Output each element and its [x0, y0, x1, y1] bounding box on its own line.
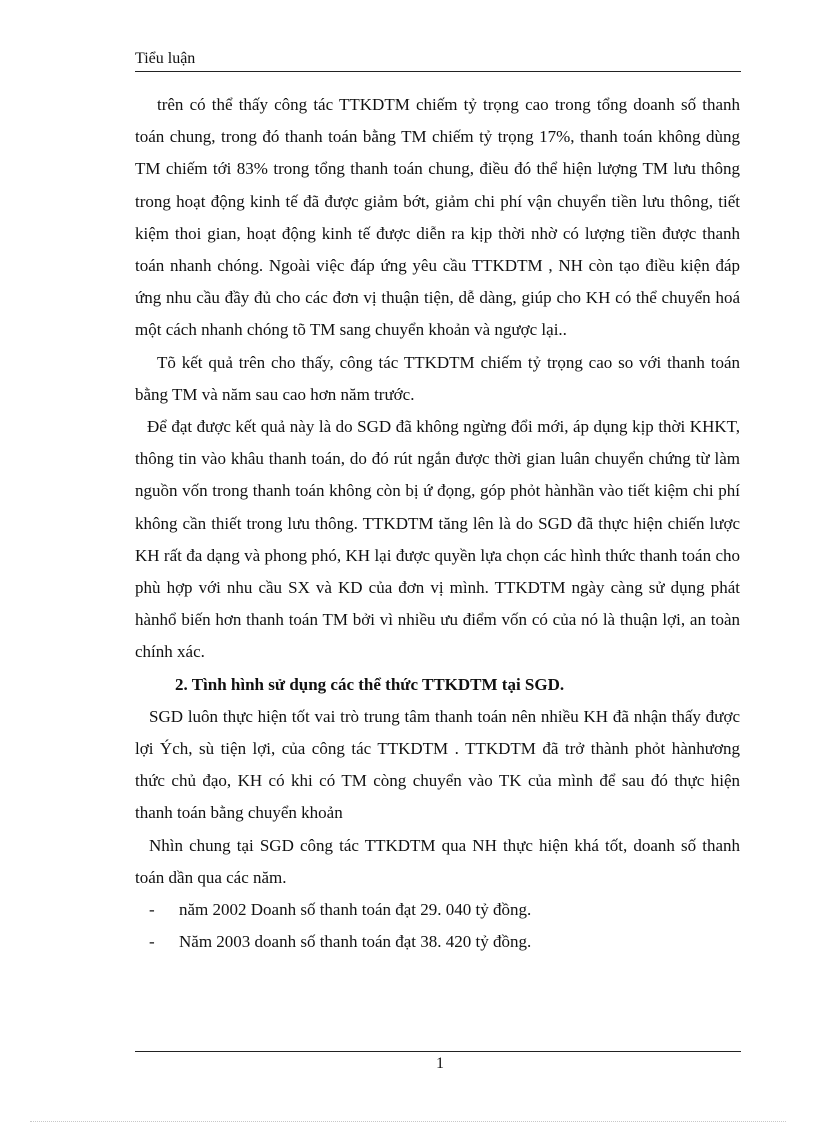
section-heading: 2. Tình hình sử dụng các thể thức TTKDTM tại SGD. — [175, 674, 565, 694]
running-header: Tiểu luận — [135, 50, 196, 67]
header-rule — [135, 71, 741, 72]
list-bullet: - — [149, 900, 155, 920]
paragraph-1: trên có thể thấy công tác TTKDTM chiếm tỷ trọng cao trong tổng doanh số thanh toán chung, trong đó thanh toán bằng TM chiếm tỷ trọng 17%, thanh toán không dùng TM chiếm tới 83% trong tổng thanh toán chung, điều đó thể hiện lượng TM lưu thông trong hoạt động kinh tế đã được giảm bớt, giảm chi phí vận chuyển tiền lưu thông, tiết kiệm thoi gian, hoạt động kinh tế được diễn ra kịp thời nhờ có lượng tiền được thanh toán nhanh chóng. Ngoài việc đáp ứng yêu cầu TTKDTM , NH còn tạo điều kiện đáp ứng nhu cầu đầy đủ cho các đơn vị thuận tiện, dễ dàng, giúp cho KH có thể chuyển hoá một cách nhanh chóng tõ TM sang chuyển khoản và ngược lại.. — [135, 95, 740, 340]
list-item-text: năm 2002 Doanh số thanh toán đạt 29. 040 tỷ đồng. — [179, 900, 532, 920]
paragraph-4: SGD luôn thực hiện tốt vai trò trung tâm thanh toán nên nhiều KH đã nhận thấy được lợi Ých, sù tiện lợi, của công tác TTKDTM . TTKDTM đã trở thành phỏt hànhương thức chủ đạo, KH có khi có TM còng chuyển vào TK của mình để sau đó thực hiện thanh toán bằng chuyển khoản — [135, 706, 740, 823]
footer-rule — [135, 1051, 741, 1052]
body-text — [135, 89, 740, 958]
list-item — [135, 926, 740, 958]
list-item-text: Năm 2003 doanh số thanh toán đạt 38. 420 tỷ đồng. — [179, 932, 532, 952]
page-number: 1 — [436, 1055, 444, 1072]
paragraph-5: Nhìn chung tại SGD công tác TTKDTM qua NH thực hiện khá tốt, doanh số thanh toán dần qua các năm. — [135, 835, 740, 887]
list-item — [135, 894, 740, 926]
paragraph-3: Để đạt được kết quả này là do SGD đã không ngừng đổi mới, áp dụng kịp thời KHKT, thông tin vào khâu thanh toán, do đó rút ngắn được thời gian luân chuyển chứng từ làm nguồn vốn trong thanh toán không còn bị ứ đọng, góp phỏt hànhần vào tiết kiệm chi phí không cần thiết trong lưu thông. TTKDTM tăng lên là do SGD đã thực hiện chiến lược KH rất đa dạng và phong phó, KH lại được quyền lựa chọn các hình thức thanh toán cho phù hợp với nhu cầu SX và KD của đơn vị mình. TTKDTM ngày càng sử dụng phát hànhổ biến hơn thanh toán TM bởi vì nhiều ưu điểm vốn có của nó là thuận lợi, an toàn chính xác. — [135, 417, 740, 662]
page-edge-divider — [30, 1121, 786, 1122]
list-bullet: - — [149, 932, 155, 952]
paragraph-2: Tõ kết quả trên cho thấy, công tác TTKDTM chiếm tỷ trọng cao so với thanh toán bằng TM và năm sau cao hơn năm trước. — [135, 352, 740, 404]
